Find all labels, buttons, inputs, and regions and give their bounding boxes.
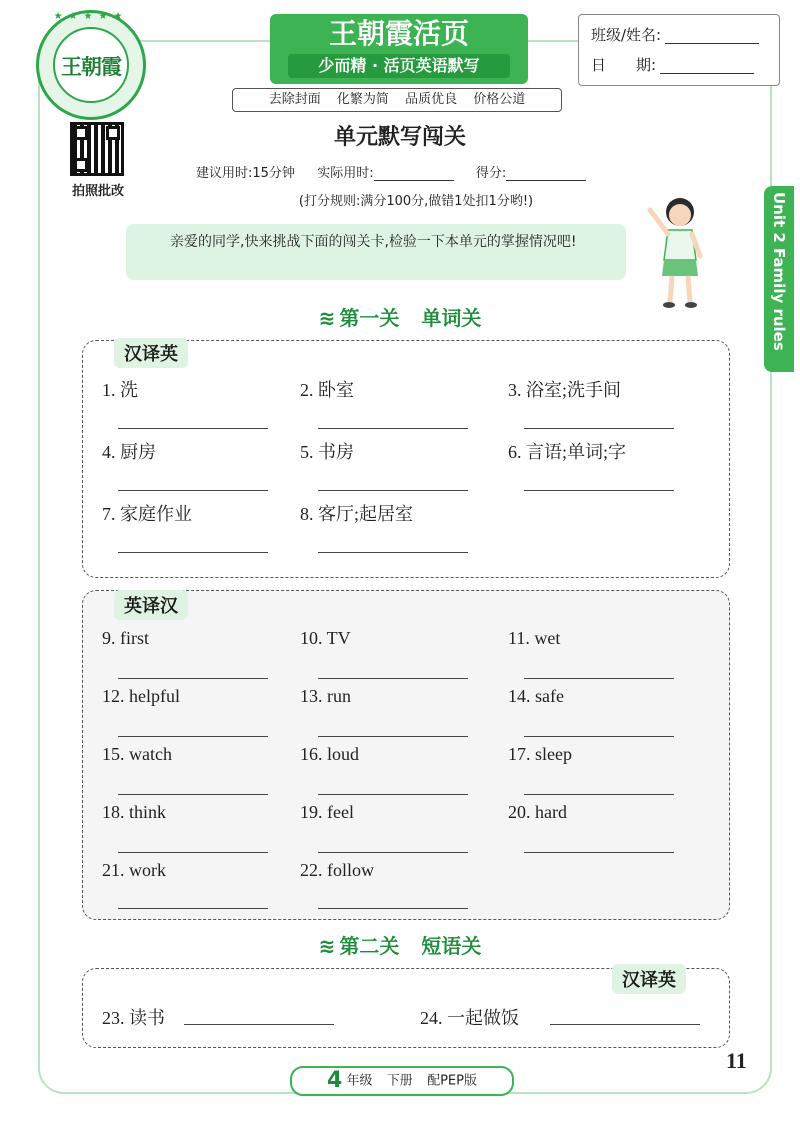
question-item: 24. 一起做饭 xyxy=(420,1008,519,1028)
page-number: 11 xyxy=(726,1048,747,1073)
answer-line[interactable] xyxy=(118,678,268,679)
question-item: 12. helpful xyxy=(102,686,180,706)
box-tag: 英译汉 xyxy=(114,590,188,620)
class-name-field[interactable] xyxy=(665,27,759,44)
wave-icon: ≋ xyxy=(318,306,336,330)
actual-time-field[interactable] xyxy=(374,166,454,181)
question-item: 8. 客厅;起居室 xyxy=(300,504,414,524)
answer-line[interactable] xyxy=(550,1024,700,1025)
question-item: 7. 家庭作业 xyxy=(102,504,192,524)
greeting-message: 亲爱的同学,快来挑战下面的闯关卡,检验一下本单元的掌握情况吧! xyxy=(126,224,626,280)
grade-unit: 年级 xyxy=(346,1073,373,1089)
section-title: 第二关 xyxy=(339,934,400,958)
question-item: 3. 浴室;洗手间 xyxy=(508,380,622,400)
qr-code-icon[interactable] xyxy=(70,122,124,176)
question-item: 21. work xyxy=(102,860,166,880)
word-box-cn-en xyxy=(82,340,730,578)
answer-line[interactable] xyxy=(118,736,268,737)
question-item: 13. run xyxy=(300,686,351,706)
question-item: 18. think xyxy=(102,802,167,822)
answer-line[interactable] xyxy=(118,908,268,909)
logo-text: 王朝霞 xyxy=(61,54,121,79)
answer-line[interactable] xyxy=(118,552,268,553)
answer-line[interactable] xyxy=(318,428,468,429)
logo-stars-icon: ★★★★★ xyxy=(53,11,129,22)
question-item: 10. TV xyxy=(300,628,351,648)
box-tag: 汉译英 xyxy=(114,338,188,368)
answer-line[interactable] xyxy=(118,490,268,491)
banner-subtitle: 少而精 · 活页英语默写 xyxy=(288,54,510,78)
question-item: 9. first xyxy=(102,628,149,648)
section-title: 第一关 xyxy=(339,306,400,330)
slogan-item: 去除封面 xyxy=(268,92,321,107)
question-item: 6. 言语;单词;字 xyxy=(508,442,627,462)
slogan-item: 化繁为简 xyxy=(336,92,389,107)
question-item: 5. 书房 xyxy=(300,442,354,462)
question-item: 2. 卧室 xyxy=(300,380,354,400)
banner-title: 王朝霞活页 xyxy=(328,17,469,50)
qr-label: 拍照批改 xyxy=(71,184,124,199)
actual-time-label: 实际用时: xyxy=(317,166,374,181)
answer-line[interactable] xyxy=(524,794,674,795)
answer-line[interactable] xyxy=(184,1024,334,1025)
answer-line[interactable] xyxy=(524,852,674,853)
answer-line[interactable] xyxy=(318,490,468,491)
scoring-rule: (打分规则:满分100分,做错1处扣1分哟!) xyxy=(298,194,534,209)
question-item: 15. watch xyxy=(102,744,172,764)
question-item: 4. 厨房 xyxy=(102,442,156,462)
box-tag: 汉译英 xyxy=(612,964,686,994)
score-label: 得分: xyxy=(475,166,507,181)
date-label: 日 期: xyxy=(591,56,657,74)
answer-line[interactable] xyxy=(118,852,268,853)
footer-badge xyxy=(290,1066,514,1096)
slogan-strip xyxy=(232,88,562,112)
answer-line[interactable] xyxy=(524,428,674,429)
question-item: 11. wet xyxy=(508,628,561,648)
term-label: 下册 xyxy=(386,1073,413,1089)
question-item: 14. safe xyxy=(508,686,564,706)
grade-number: 4 xyxy=(327,1068,343,1093)
wave-icon: ≋ xyxy=(318,934,336,958)
slogan-item: 品质优良 xyxy=(405,92,458,107)
answer-line[interactable] xyxy=(118,794,268,795)
question-item: 20. hard xyxy=(508,802,567,822)
question-item: 1. 洗 xyxy=(102,380,138,400)
student-info-box xyxy=(578,14,780,86)
unit-label: Unit 2 Family rules xyxy=(770,192,788,351)
answer-line[interactable] xyxy=(524,490,674,491)
question-item: 19. feel xyxy=(300,802,354,822)
header-banner xyxy=(270,14,528,84)
answer-line[interactable] xyxy=(118,428,268,429)
edition-label: 配PEP版 xyxy=(427,1073,477,1089)
answer-line[interactable] xyxy=(318,908,468,909)
section-subtitle: 单词关 xyxy=(421,306,482,330)
score-field[interactable] xyxy=(506,166,586,181)
section-subtitle: 短语关 xyxy=(421,934,482,958)
question-item: 22. follow xyxy=(300,860,374,880)
section-header-1 xyxy=(200,302,600,331)
unit-side-tab xyxy=(764,186,794,372)
date-field[interactable] xyxy=(660,57,754,74)
slogan-item: 价格公道 xyxy=(473,92,526,107)
suggested-time: 建议用时:15分钟 xyxy=(196,166,295,181)
brand-logo xyxy=(36,10,146,120)
answer-line[interactable] xyxy=(524,736,674,737)
class-name-label: 班级/姓名: xyxy=(591,26,662,44)
girl-illustration-icon xyxy=(640,190,720,310)
word-box-en-cn xyxy=(82,590,730,920)
question-item: 16. loud xyxy=(300,744,360,764)
question-item: 17. sleep xyxy=(508,744,572,764)
answer-line[interactable] xyxy=(318,736,468,737)
answer-line[interactable] xyxy=(524,678,674,679)
question-item: 23. 读书 xyxy=(102,1008,165,1028)
answer-line[interactable] xyxy=(318,852,468,853)
answer-line[interactable] xyxy=(318,552,468,553)
answer-line[interactable] xyxy=(318,794,468,795)
answer-line[interactable] xyxy=(318,678,468,679)
page-title: 单元默写闯关 xyxy=(333,125,466,150)
section-header-2 xyxy=(200,930,600,959)
timing-row xyxy=(196,162,636,181)
